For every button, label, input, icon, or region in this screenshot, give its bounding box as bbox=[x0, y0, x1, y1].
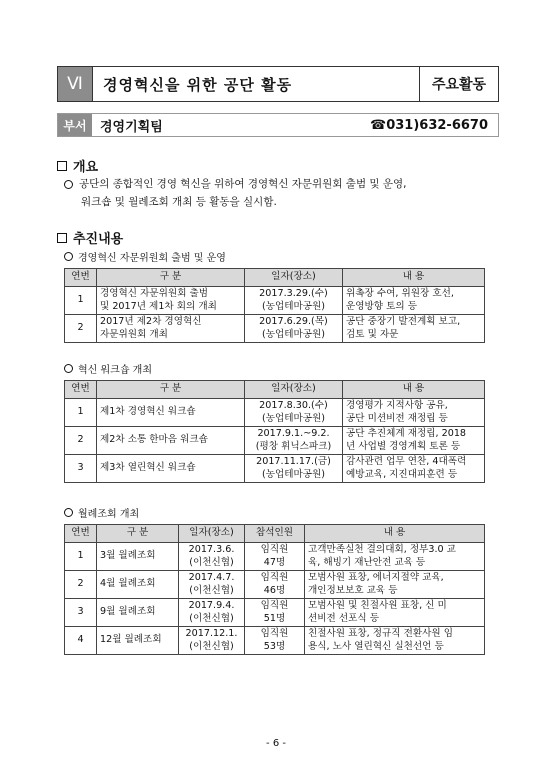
circle-bullet-icon bbox=[64, 252, 73, 261]
table-row: 2 제2차 소통 한마음 워크숍 2017.9.1.~9.2. (평창 휘닉스파크) 공단 추진체계 재정립, 2018 년 사업별 경영계획 토론 등 bbox=[65, 427, 485, 455]
page-number: - 6 - bbox=[266, 738, 286, 749]
table-row: 4 12월 월례조회 2017.12.1. (이천신협) 임직원 53명 친절사원 표창, 정규직 전환사원 임 용식, 노사 열린혁신 실천선언 등 bbox=[65, 627, 485, 655]
table-row: 3 제3차 열린혁신 워크숍 2017.11.17.(금) (농업테마공원) 감사관련 업무 연찬, 4대폭력 예방교육, 지진대피훈련 등 bbox=[65, 455, 485, 483]
table-header-row: 연번 구 분 일자(장소) 내 용 bbox=[65, 269, 485, 287]
table3-title: 월례조회 개최 bbox=[64, 505, 139, 520]
table-row: 2 2017년 제2차 경영혁신 자문위원회 개최 2017.6.29.(목) (농업테마공원) 공단 중장기 발전계획 보고, 검토 및 자문 bbox=[65, 315, 485, 343]
department-bar bbox=[57, 113, 499, 137]
circle-bullet-icon bbox=[64, 508, 73, 517]
table-header-row: 연번 구 분 일자(장소) 참석인원 내 용 bbox=[65, 525, 485, 543]
table1-title: 경영혁신 자문위원회 출범 및 운영 bbox=[64, 249, 226, 264]
section-tag: 주요활동 bbox=[419, 67, 498, 101]
department-label: 부서 bbox=[58, 114, 92, 136]
table2-title: 혁신 워크숍 개최 bbox=[64, 361, 152, 376]
section-header bbox=[57, 66, 499, 102]
overview-text: 공단의 종합적인 경영 혁신을 위하여 경영혁신 자문위원회 출범 및 운영, 워크숍 및 월례조회 개최 등 활동을 실시함. bbox=[64, 175, 504, 211]
progress-heading: 추진내용 bbox=[57, 228, 123, 247]
table-row: 2 4월 월례조회 2017.4.7. (이천신협) 임직원 46명 모범사원 표창, 에너지절약 교육, 개인정보보호 교육 등 bbox=[65, 571, 485, 599]
table-row: 1 3월 월례조회 2017.3.6. (이천신협) 임직원 47명 고객만족실천 결의대회, 정부3.0 교 육, 해빙기 재난안전 교육 등 bbox=[65, 543, 485, 571]
circle-bullet-icon bbox=[64, 364, 73, 373]
table-row: 3 9월 월례조회 2017.9.4. (이천신협) 임직원 51명 모범사원 및 친절사원 표창, 신 미 션비전 선포식 등 bbox=[65, 599, 485, 627]
overview-heading: 개요 bbox=[57, 156, 98, 175]
square-bullet-icon bbox=[57, 161, 67, 171]
circle-bullet-icon bbox=[64, 180, 73, 189]
workshop-table bbox=[64, 380, 485, 483]
section-number: Ⅵ bbox=[58, 67, 93, 101]
table-header-row: 연번 구 분 일자(장소) 내 용 bbox=[65, 381, 485, 399]
square-bullet-icon bbox=[57, 233, 67, 243]
assembly-table bbox=[64, 524, 485, 655]
department-name: 경영기획팀 bbox=[100, 119, 163, 135]
section-title: 경영혁신을 위한 공단 활동 bbox=[103, 75, 293, 94]
committee-table bbox=[64, 268, 485, 343]
table-row: 1 경영혁신 자문위원회 출범 및 2017년 제1차 회의 개최 2017.3.29.(수) (농업테마공원) 위촉장 수여, 위원장 호선, 운영방향 토의 등 bbox=[65, 287, 485, 315]
department-phone: ☎031)632-6670 bbox=[370, 117, 488, 133]
table-row: 1 제1차 경영혁신 워크숍 2017.8.30.(수) (농업테마공원) 경영평가 지적사항 공유, 공단 미션비전 재정립 등 bbox=[65, 399, 485, 427]
